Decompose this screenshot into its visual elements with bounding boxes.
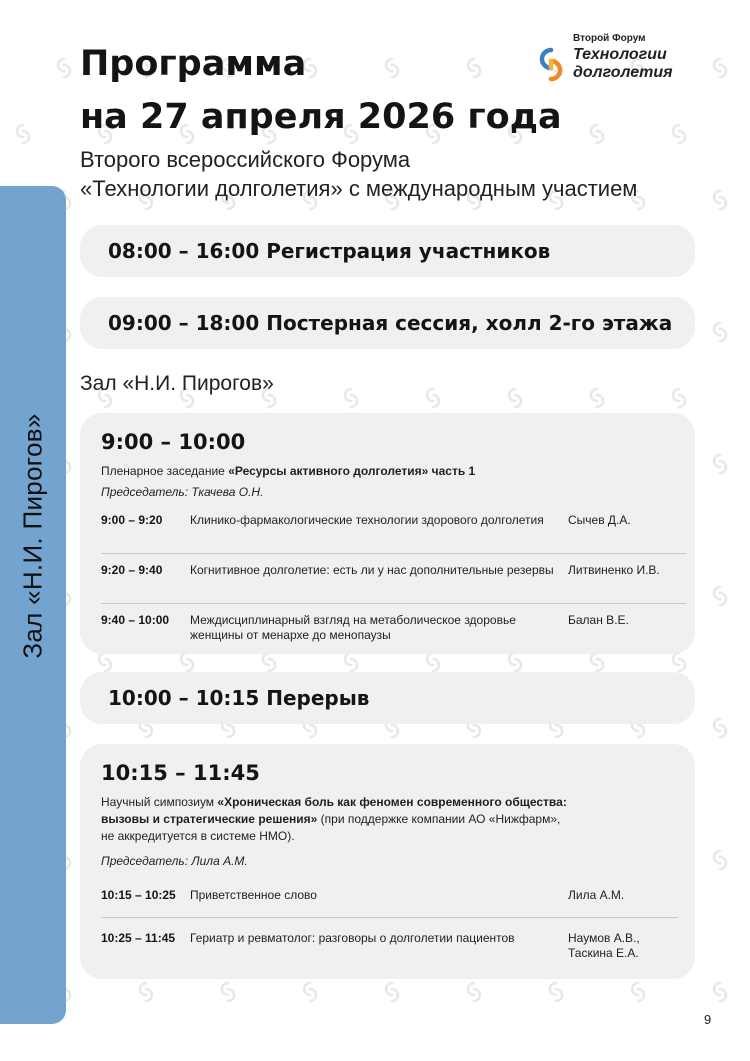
session-title-part-1: «Хроническая боль как феномен современного общества: — [217, 795, 567, 809]
session-card-plenary — [80, 413, 695, 654]
watermark-icon — [626, 979, 652, 1005]
page-subtitle — [80, 145, 637, 203]
watermark-icon — [708, 583, 734, 609]
side-tab-label: Зал «Н.И. Пирогов» — [17, 413, 48, 659]
poster-session-banner — [80, 297, 695, 349]
session-card-symposium — [80, 744, 695, 979]
watermark-icon — [708, 715, 734, 741]
talk-time: 9:40 – 10:00 — [101, 613, 170, 627]
forum-logo — [535, 30, 705, 92]
watermark-icon — [503, 385, 529, 411]
talk-topic: Когнитивное долголетие: есть ли у нас дополнительные резервы — [190, 563, 554, 577]
hall-heading: Зал «Н.И. Пирогов» — [80, 372, 274, 395]
talk-speaker: Литвиненко И.В. — [568, 563, 660, 577]
page-number: 9 — [704, 1012, 712, 1027]
hall-side-tab — [0, 186, 66, 1024]
page-title — [80, 38, 562, 144]
watermark-icon — [708, 319, 734, 345]
watermark-icon — [708, 55, 734, 81]
logo-line-2: долголетия — [573, 64, 673, 81]
break-banner — [80, 672, 695, 724]
watermark-icon — [52, 55, 78, 81]
session-chair: Председатель: Лила А.М. — [101, 854, 248, 868]
row-divider — [101, 917, 678, 918]
watermark-icon — [462, 979, 488, 1005]
talk-speaker: Балан В.Е. — [568, 613, 629, 627]
row-divider — [101, 603, 686, 604]
watermark-icon — [708, 979, 734, 1005]
talk-topic: Клинико-фармакологические технологии здорового долголетия — [190, 513, 544, 527]
title-line-1: Программа — [80, 44, 307, 84]
watermark-icon — [708, 847, 734, 873]
registration-banner — [80, 225, 695, 277]
logo-superscript: Второй Форум — [573, 33, 646, 44]
watermark-icon — [380, 979, 406, 1005]
session-type: Пленарное заседание — [101, 464, 229, 478]
watermark-icon — [667, 385, 693, 411]
logo-mark-icon — [535, 44, 571, 84]
talk-time: 9:00 – 9:20 — [101, 513, 163, 527]
talk-topic: Приветственное слово — [190, 888, 317, 902]
session-description — [101, 794, 567, 845]
logo-line-1: Технологии — [573, 46, 667, 63]
registration-label: 08:00 – 16:00 Регистрация участников — [108, 239, 551, 263]
session-type: Научный симпозиум — [101, 795, 218, 809]
talk-time: 10:15 – 10:25 — [101, 888, 176, 902]
subtitle-line-2: «Технологии долголетия» с международным участием — [80, 176, 638, 201]
talk-topic: Междисциплинарный взгляд на метаболическое здоровье женщины от менархе до менопаузы — [190, 613, 516, 642]
talk-speaker: Наумов А.В., Таскина Е.А. — [568, 931, 640, 960]
watermark-icon — [708, 187, 734, 213]
watermark-icon — [667, 121, 693, 147]
break-label: 10:00 – 10:15 Перерыв — [108, 686, 370, 710]
session-chair: Председатель: Ткачева О.Н. — [101, 485, 264, 499]
watermark-icon — [708, 451, 734, 477]
watermark-icon — [298, 979, 324, 1005]
session-title-part-2: вызовы и стратегические решения» — [101, 812, 318, 826]
session-sponsor-note: (при поддержке компании АО «Нижфарм», — [317, 812, 561, 826]
talk-topic: Гериатр и ревматолог: разговоры о долголетии пациентов — [190, 931, 515, 945]
talk-speaker: Сычев Д.А. — [568, 513, 631, 527]
subtitle-line-1: Второго всероссийского Форума — [80, 147, 411, 172]
watermark-icon — [11, 121, 37, 147]
talk-time: 9:20 – 9:40 — [101, 563, 163, 577]
watermark-icon — [421, 385, 447, 411]
session-accreditation-note: не аккредитуется в системе НМО). — [101, 829, 295, 843]
talk-speaker: Лила А.М. — [568, 888, 625, 902]
watermark-icon — [585, 121, 611, 147]
session-time: 9:00 – 10:00 — [101, 430, 246, 454]
session-description — [101, 463, 475, 480]
watermark-icon — [585, 385, 611, 411]
watermark-icon — [544, 979, 570, 1005]
watermark-icon — [134, 979, 160, 1005]
session-title: «Ресурсы активного долголетия» часть 1 — [228, 464, 476, 478]
watermark-icon — [339, 385, 365, 411]
talk-time: 10:25 – 11:45 — [101, 931, 176, 945]
session-time: 10:15 – 11:45 — [101, 761, 260, 785]
title-line-2: на 27 апреля 2026 года — [80, 97, 562, 137]
poster-session-label: 09:00 – 18:00 Постерная сессия, холл 2-го этажа — [108, 311, 673, 335]
row-divider — [101, 553, 686, 554]
watermark-icon — [216, 979, 242, 1005]
